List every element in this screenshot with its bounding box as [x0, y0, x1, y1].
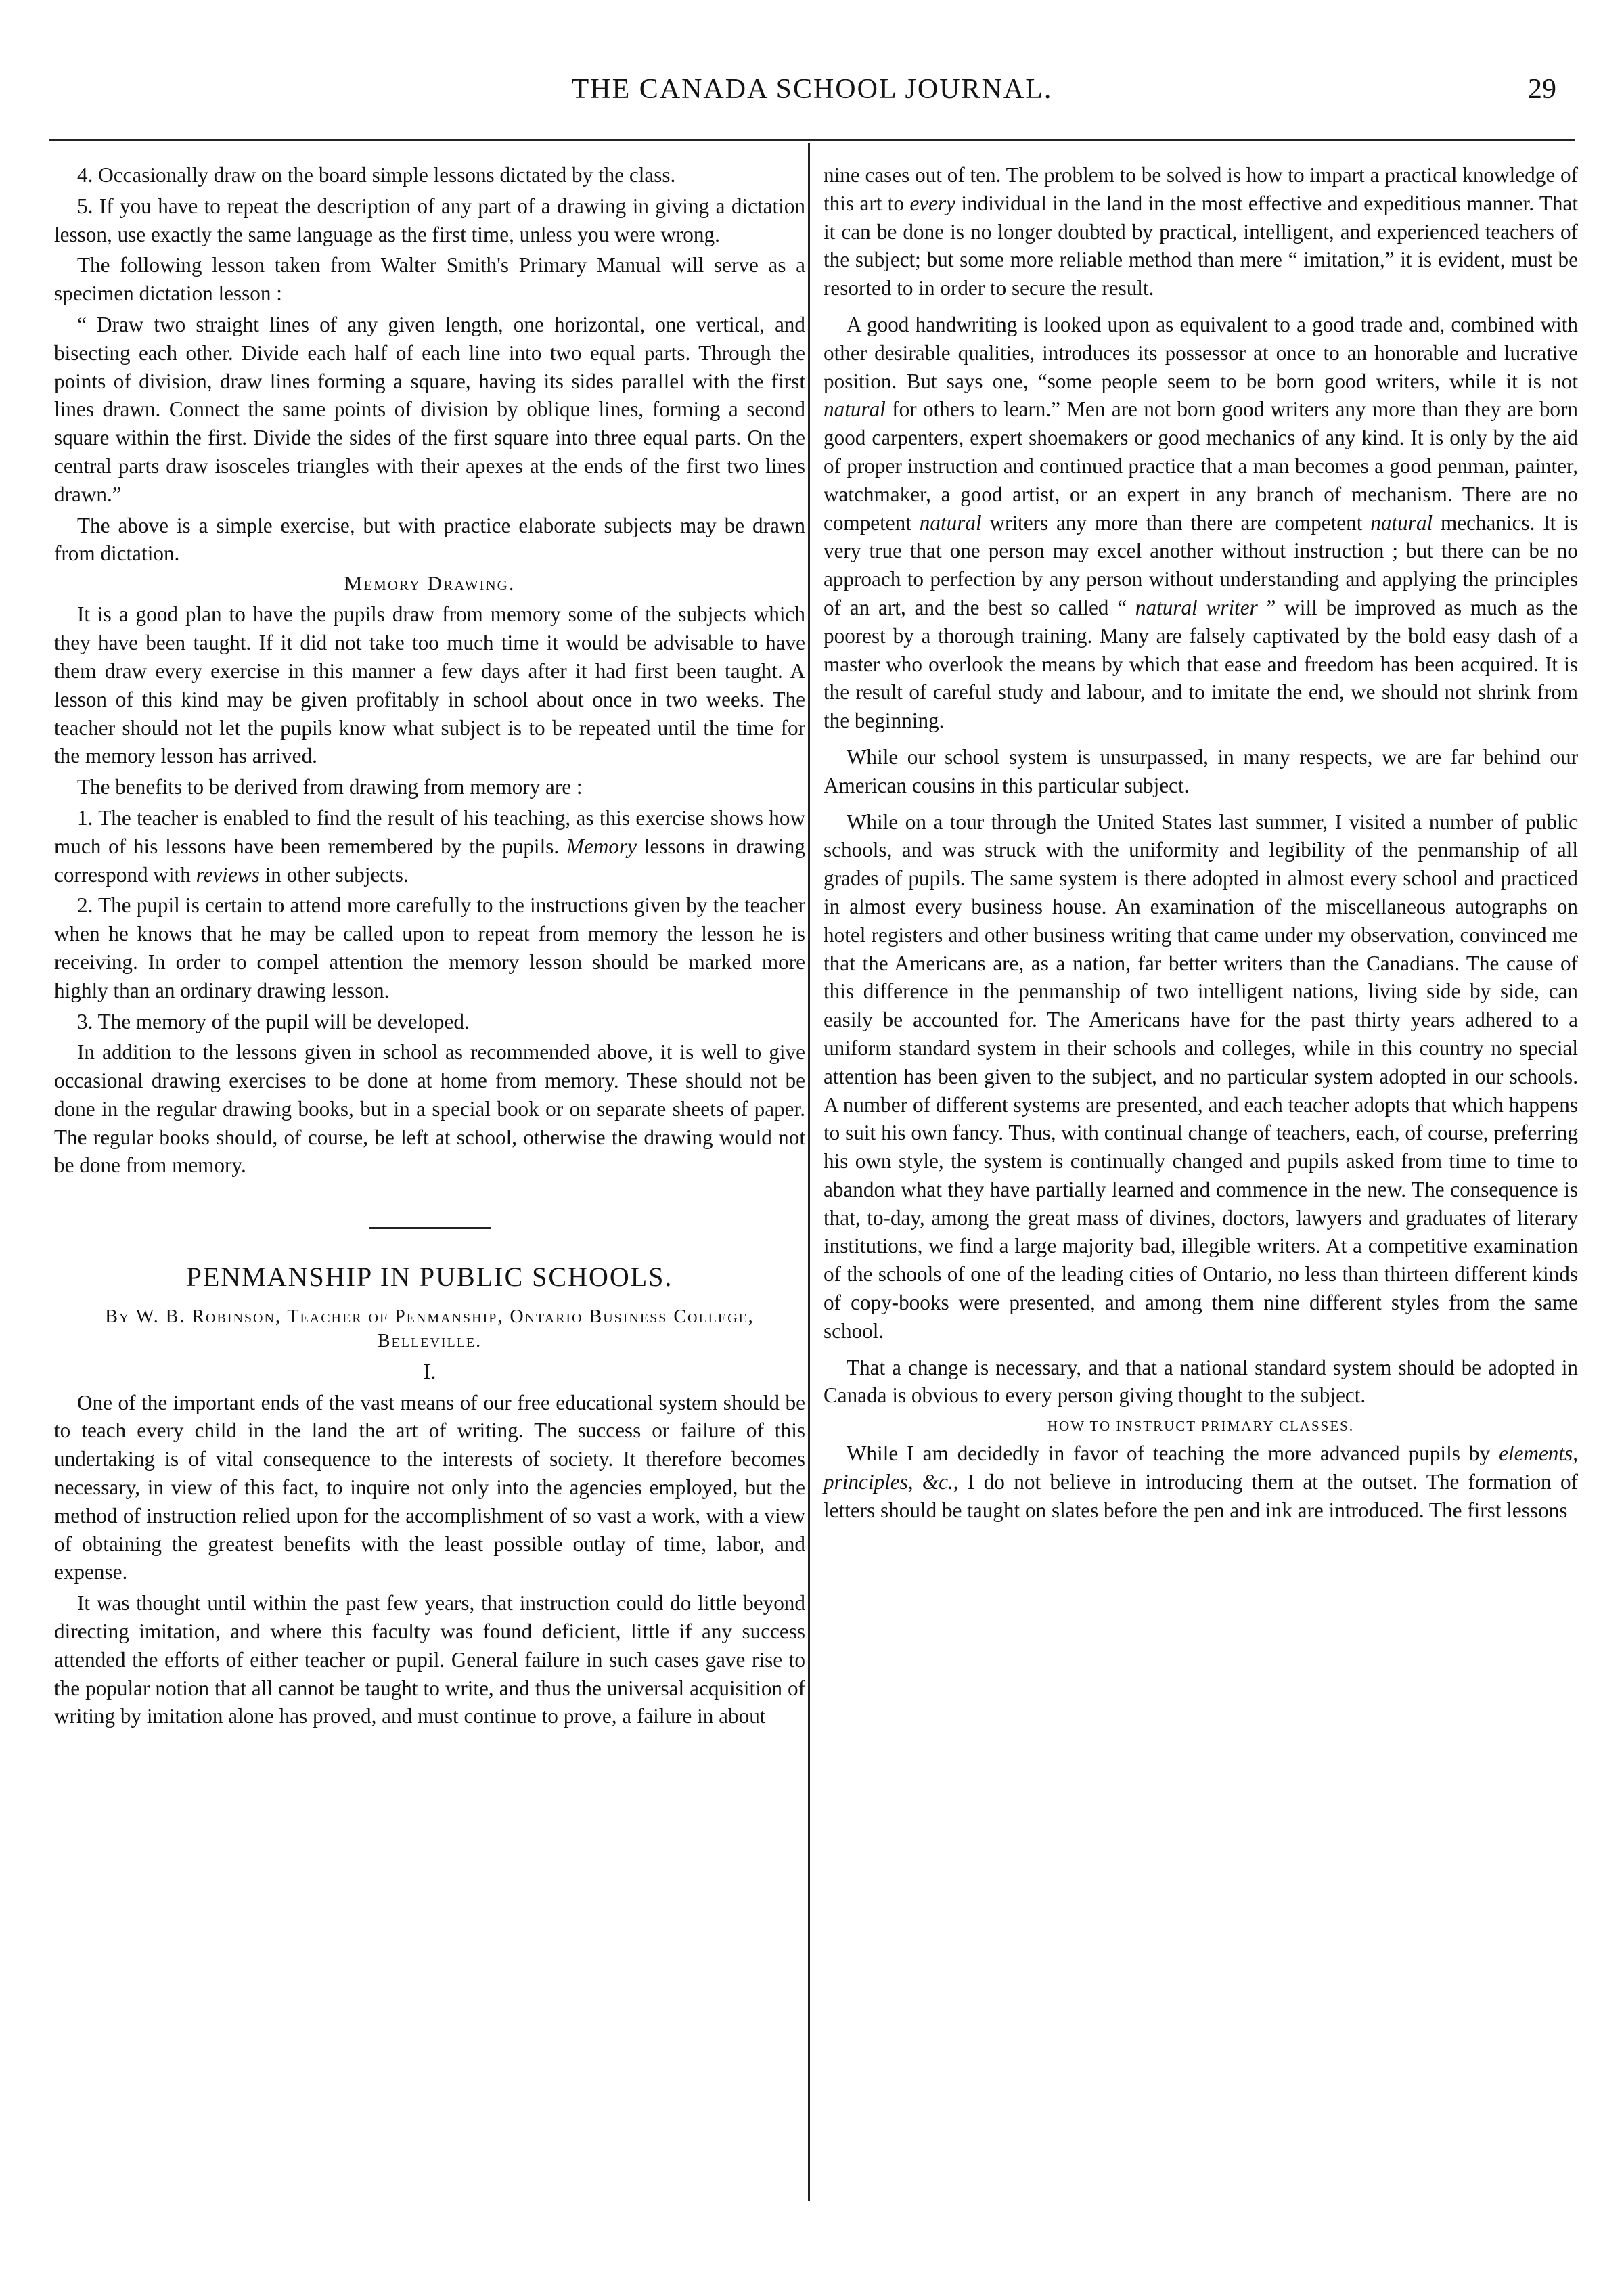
paragraph — [54, 804, 805, 889]
page-number: 29 — [1528, 74, 1556, 105]
paragraph: It was thought until within the past few years, that instruction could do little beyond directing imitation, and where this faculty was found deficient, little if any success attended the efforts of either teacher or pupil. General failure in such cases gave rise to the popular notion that all cannot be taught to write, and thus the universal acquisition of writing by imitation alone has proved, and must continue to prove, a failure in about — [54, 1591, 805, 1728]
emphasis: natural — [919, 510, 982, 535]
text-run: A good handwriting is looked upon as equivalent to a good trade and, combined with other desirable qualities, introduces its possessor at once to an honorable and lucrative position. But says one, “some people seem to be born good writers, while it is not — [824, 312, 1578, 393]
text-run: mechanics. It is very true that one person may excel another without instruction ; but there can be no approach to perfection by any person without understanding and applying the principles of an art, and the best so called “ — [824, 510, 1578, 619]
column-divider — [808, 143, 810, 2201]
header-rule — [49, 139, 1575, 141]
text-run: 1. The teacher is enabled to find the result of his teaching, as this exercise shows how much of his lessons have been remembered by the pupils. — [54, 805, 805, 858]
text-run: While I am decidedly in favor of teaching the more advanced pupils by — [847, 1442, 1499, 1466]
paragraph: 4. Occasionally draw on the board simple lessons dictated by the class. — [77, 163, 676, 187]
article-byline: By W. B. Robinson, Teacher of Penmanship, Ontario Business College, Belleville. — [105, 1306, 754, 1352]
emphasis: natural — [1370, 510, 1433, 535]
paragraph: 3. The memory of the pupil will be developed. — [77, 1009, 470, 1033]
emphasis: reviews — [196, 862, 260, 887]
paragraph — [824, 1440, 1578, 1524]
paragraph: The benefits to be derived from drawing from memory are : — [77, 775, 583, 799]
paragraph: It is a good plan to have the pupils draw from memory some of the subjects which they have been taught. If it did not take too much time it would be advisable to have them draw every exercise in this manner a few days after it had first been taught. A lesson of this kind may be given profitably in school about once in two weeks. The teacher should not let the pupils know what subject is to be repeated until the time for the memory lesson has arrived. — [54, 602, 805, 768]
quoted-lesson: “ Draw two straight lines of any given length, one horizontal, one vertical, and bisecting each other. Divide each half of each line into two equal parts. Through the points of division, draw lines forming a square, having its sides parallel with the first lines drawn. Connect the same points of division by oblique lines, forming a second square within the first. Divide the sides of the first square into three equal parts. On the central parts draw isosceles triangles with their apexes at the ends of the first two lines drawn.” — [54, 312, 805, 506]
article-title: PENMANSHIP IN PUBLIC SCHOOLS. — [186, 1262, 673, 1293]
paragraph: In addition to the lessons given in school as recommended above, it is well to give occasional drawing exercises to be done at home from memory. These should not be done in the regular drawing books, but in a special book or on separate sheets of paper. The regular books should, of course, be left at school, otherwise the drawing would not be done from memory. — [54, 1040, 805, 1178]
text-run: , I do not believe in introducing them at the outset. The formation of letters should be taught on slates before the pen and ink are introduced. The first lessons — [824, 1470, 1578, 1522]
text-run: individual in the land in the most effective and expeditious manner. That it can be done is no longer doubted by practical, intelligent, and experienced teachers of the subject; but some more reliable method than mere “ imitation,” it is evident, must be resorted to in order to secure the result. — [824, 191, 1578, 300]
emphasis: Memory — [566, 834, 637, 858]
text-run: writers any more than there are competent — [981, 510, 1371, 535]
text-run: for others to learn.” Men are not born good writers any more than they are born good carpenters, expert shoemakers or good mechanics of any kind. It is only by the aid of proper instruction and continued practice that a man becomes a good penman, painter, watchmaker, a good artist, or an expert in any branch of mechanism. There are no competent — [824, 397, 1578, 535]
paragraph — [824, 311, 1578, 735]
paragraph: One of the important ends of the vast means of our free educational system should be to teach every child in the land the art of writing. The success or failure of this undertaking is of vital consequence to the interests of society. It therefore becomes necessary, in view of this fact, to inquire not only into the agencies employed, but the method of instruction relied upon for the accomplishment of so vast a work, with a view of obtaining the greatest benefits with the least possible outlay of time, labor, and expense. — [54, 1390, 805, 1584]
emphasis: natural writer — [1135, 595, 1258, 619]
subheading-primary-classes: HOW TO INSTRUCT PRIMARY CLASSES. — [1047, 1418, 1355, 1435]
paragraph: While our school system is unsurpassed, in many respects, we are far behind our American cousins in this particular subject. — [824, 744, 1578, 797]
page-header — [47, 73, 1577, 120]
text-run: lessons in drawing correspond with — [54, 834, 805, 887]
emphasis: elements, principles, &c. — [824, 1442, 1578, 1494]
journal-title: THE CANADA SCHOOL JOURNAL. — [571, 74, 1053, 105]
paragraph: The following lesson taken from Walter Smith's Primary Manual will serve as a specimen dictation lesson : — [54, 253, 805, 306]
emphasis: every — [909, 191, 955, 215]
paragraph — [824, 161, 1578, 303]
right-column — [824, 161, 1578, 1527]
paragraph: That a change is necessary, and that a national standard system should be adopted in Canada is obvious to every person giving thought to the subject. — [824, 1355, 1578, 1408]
subheading-memory-drawing: Memory Drawing. — [344, 573, 516, 596]
paragraph: While on a tour through the United States last summer, I visited a number of public schools, and was struck with the uniformity and legibility of the penmanship of all grades of pupils. The same system is there adopted in almost every school and practiced in almost every business house. An examination of the miscellaneous autographs on hotel registers and other business writing that came under my observation, convinced me that the Americans are, as a nation, far better writers than the Canadians. The cause of this difference in the penmanship of two intelligent nations, living side by side, can easily be accounted for. The Americans have for the past thirty years adhered to a uniform standard system in their schools and colleges, while in this country no special attention has been given to the subject, and no particular system adopted in our schools. A number of different systems are presented, and each teacher adopts that which happens to suit his own fancy. Thus, with continual change of teachers, each, of course, preferring his own style, the system is continually changed and pupils asked from time to time to abandon what they have partially learned and commence in the new. The consequence is that, to-day, among the great mass of divines, doctors, lawyers and graduates of literary institutions, we find a large majority bad, illegible writers. At a competitive examination of the schools of one of the leading cities of Ontario, no less than thirteen different kinds of copy-books were presented, and among them nine different styles from the same school. — [824, 809, 1578, 1343]
emphasis: natural — [824, 397, 886, 422]
text-run: nine cases out of ten. The problem to be solved is how to impart a practical knowledge of this art to — [824, 163, 1578, 215]
text-run: ” will be improved as much as the poorest by a thorough training. Many are falsely captivated by the bold easy dash of a master who overlook the means by which that ease and freedom has been acquired. It is the result of careful study and labour, and to imitate the end, we should not shrink from the beginning. — [824, 595, 1579, 733]
paragraph: The above is a simple exercise, but with practice elaborate subjects may be drawn from dictation. — [54, 513, 805, 566]
section-numeral: I. — [423, 1358, 436, 1383]
paragraph: 5. If you have to repeat the description of any part of a drawing in giving a dictation lesson, use exactly the same language as the first time, unless you were wrong. — [54, 194, 805, 246]
text-run: in other subjects. — [259, 862, 409, 887]
paragraph: 2. The pupil is certain to attend more carefully to the instructions given by the teacher when he knows that he may be called upon to repeat from memory the lesson he is receiving. In order to compel attention the memory lesson should be marked more highly than an ordinary drawing lesson. — [54, 893, 805, 1002]
section-rule — [369, 1227, 491, 1229]
left-column — [54, 161, 805, 1733]
